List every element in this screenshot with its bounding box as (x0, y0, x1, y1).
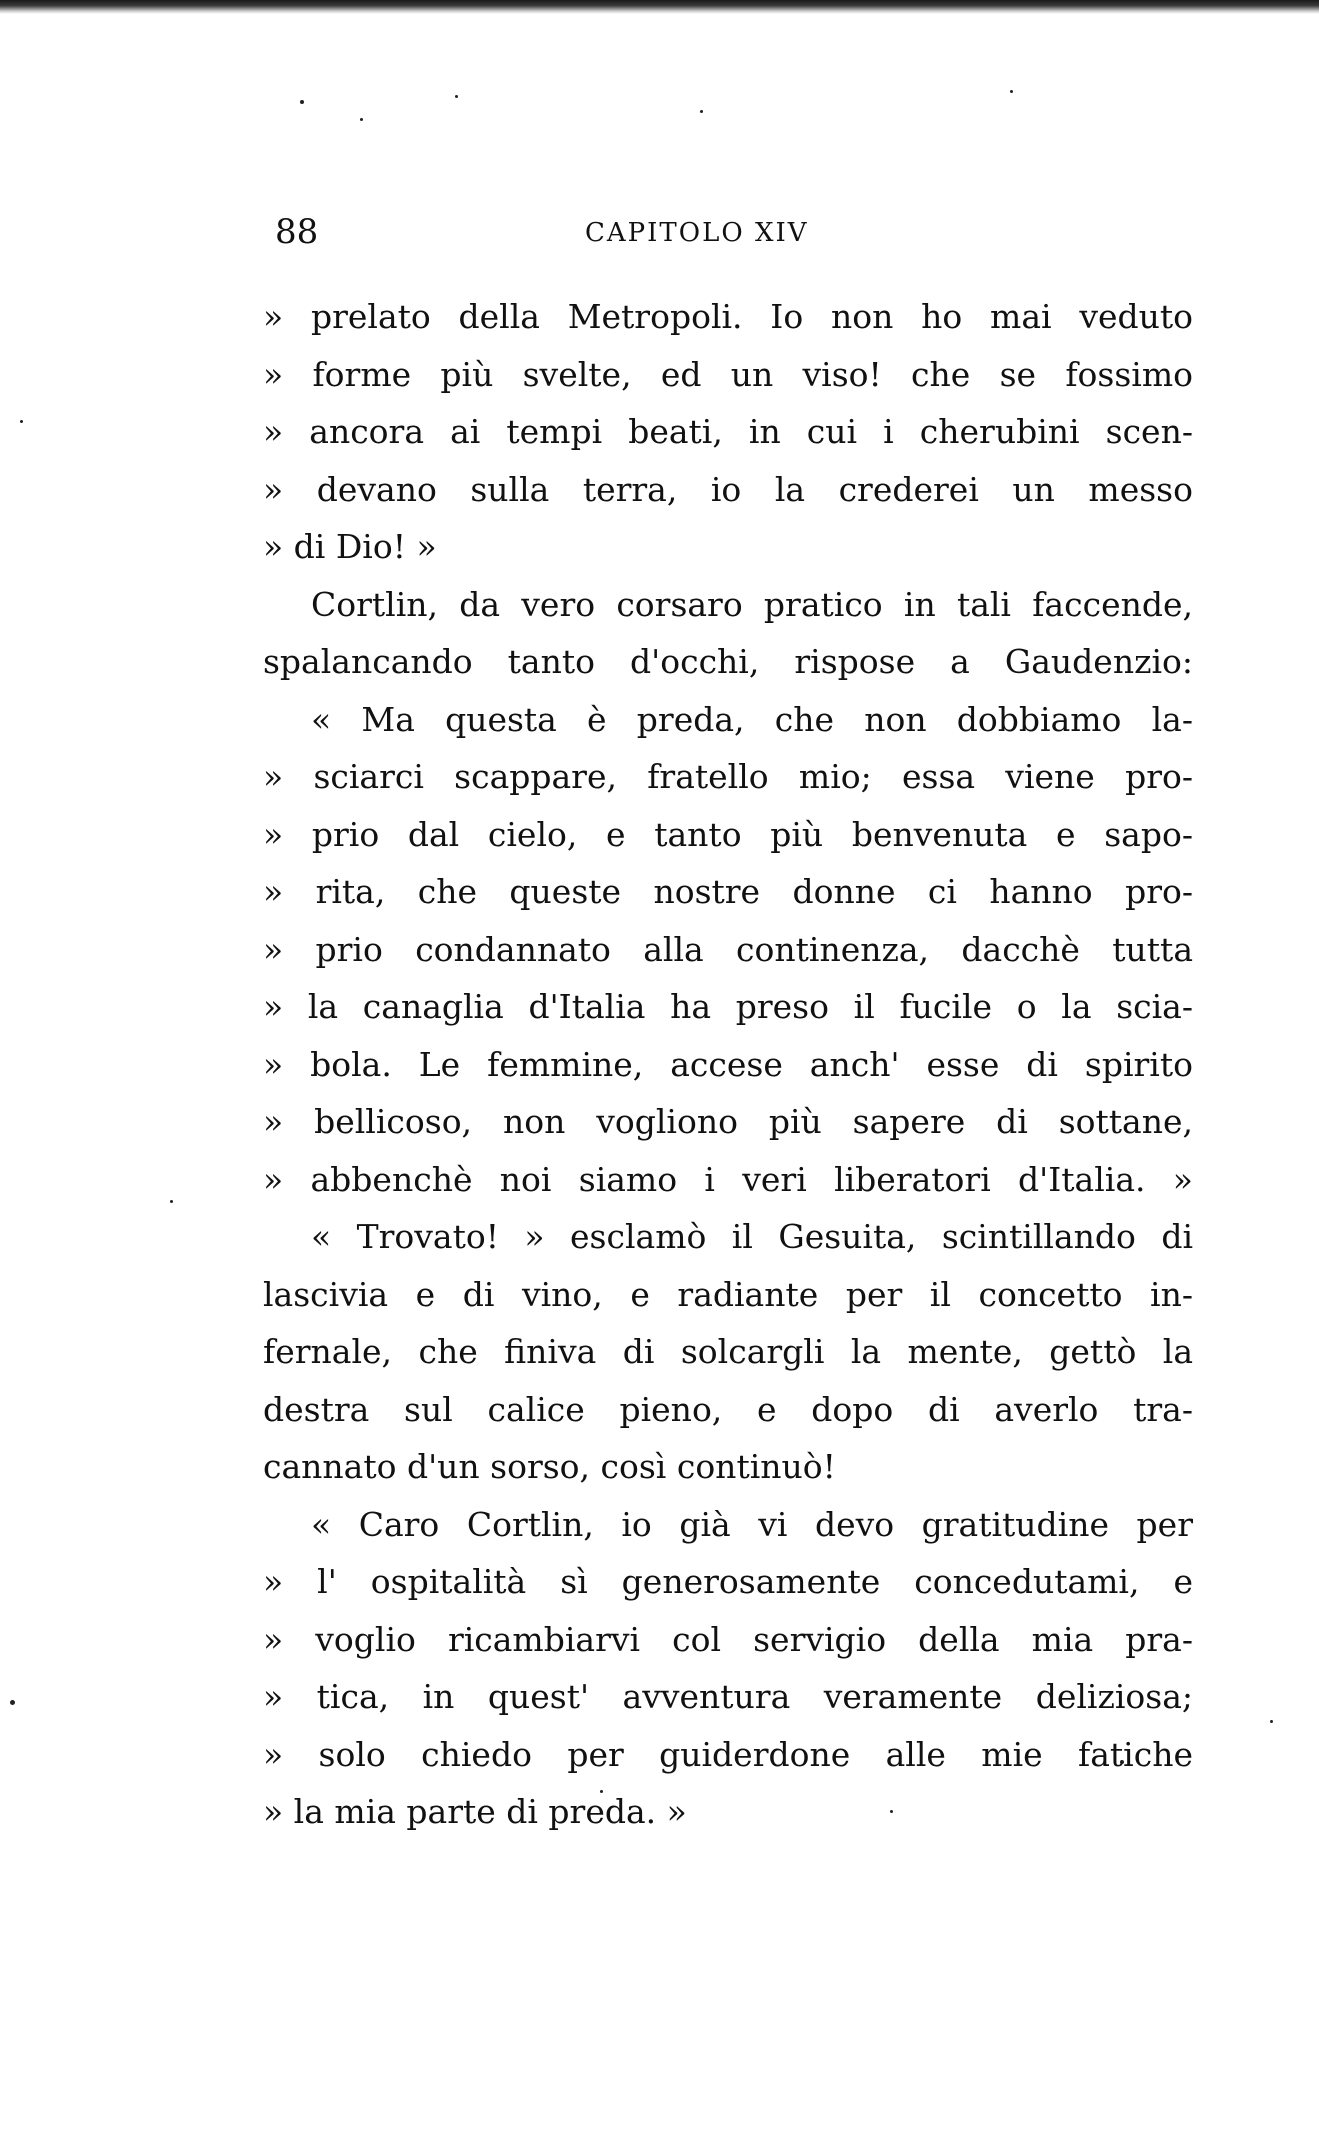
text-line: spalancando tanto d'occhi, rispose a Gaudenzio: (263, 642, 1193, 681)
text-line: » devano sulla terra, io la crederei un messo (263, 469, 1193, 509)
scan-speck (300, 100, 304, 104)
text-line: » prelato della Metropoli. Io non ho mai veduto (263, 297, 1193, 336)
text-line: » l' ospitalità sì generosamente concedutami, e (263, 1562, 1193, 1601)
page-header (275, 212, 1205, 262)
text-line: » tica, in quest' avventura veramente deliziosa; (263, 1677, 1193, 1716)
scan-speck (1270, 1720, 1273, 1723)
scan-speck (700, 110, 703, 113)
text-line: Cortlin, da vero corsaro pratico in tali faccende, (311, 584, 1193, 624)
text-line: » sciarci scappare, fratello mio; essa viene pro- (263, 757, 1193, 796)
text-line: » bola. Le femmine, accese anch' esse di spirito (263, 1044, 1193, 1084)
text-line: « Ma questa è preda, che non dobbiamo la- (311, 699, 1193, 739)
text-line: » la canaglia d'Italia ha preso il fucile o la scia- (263, 987, 1193, 1026)
running-head: CAPITOLO XIV (585, 218, 809, 248)
scan-top-edge (0, 0, 1319, 14)
scan-speck (1010, 90, 1013, 93)
page-number: 88 (275, 212, 319, 252)
text-line: » prio condannato alla continenza, dacchè tutta (263, 929, 1193, 969)
text-line: « Caro Cortlin, io già vi devo gratitudine per (311, 1504, 1193, 1544)
body-text (263, 288, 1193, 1841)
text-line: fernale, che finiva di solcargli la mente, gettò la (263, 1332, 1193, 1371)
text-line: » la mia parte di preda. » (263, 1792, 687, 1831)
text-line: » forme più svelte, ed un viso! che se fossimo (263, 354, 1193, 394)
text-line: » abbenchè noi siamo i veri liberatori d'Italia. » (263, 1159, 1193, 1199)
text-line: » ancora ai tempi beati, in cui i cherubini scen- (263, 412, 1193, 451)
scan-speck (170, 1200, 173, 1203)
text-line: « Trovato! » esclamò il Gesuita, scintillando di (311, 1217, 1193, 1256)
scan-speck (360, 118, 363, 121)
text-line: lascivia e di vino, e radiante per il concetto in- (263, 1274, 1193, 1314)
scan-speck (20, 420, 23, 423)
text-line: » prio dal cielo, e tanto più benvenuta e sapo- (263, 814, 1193, 854)
text-line: » bellicoso, non vogliono più sapere di sottane, (263, 1102, 1193, 1141)
scan-speck (455, 95, 458, 98)
text-line: cannato d'un sorso, così continuò! (263, 1447, 836, 1486)
text-line: destra sul calice pieno, e dopo di averlo tra- (263, 1389, 1193, 1429)
text-line: » voglio ricambiarvi col servigio della mia pra- (263, 1619, 1193, 1659)
text-line: » solo chiedo per guiderdone alle mie fatiche (263, 1734, 1193, 1774)
text-line: » rita, che queste nostre donne ci hanno pro- (263, 872, 1193, 911)
text-line: » di Dio! » (263, 527, 437, 566)
scan-speck (10, 1700, 15, 1705)
